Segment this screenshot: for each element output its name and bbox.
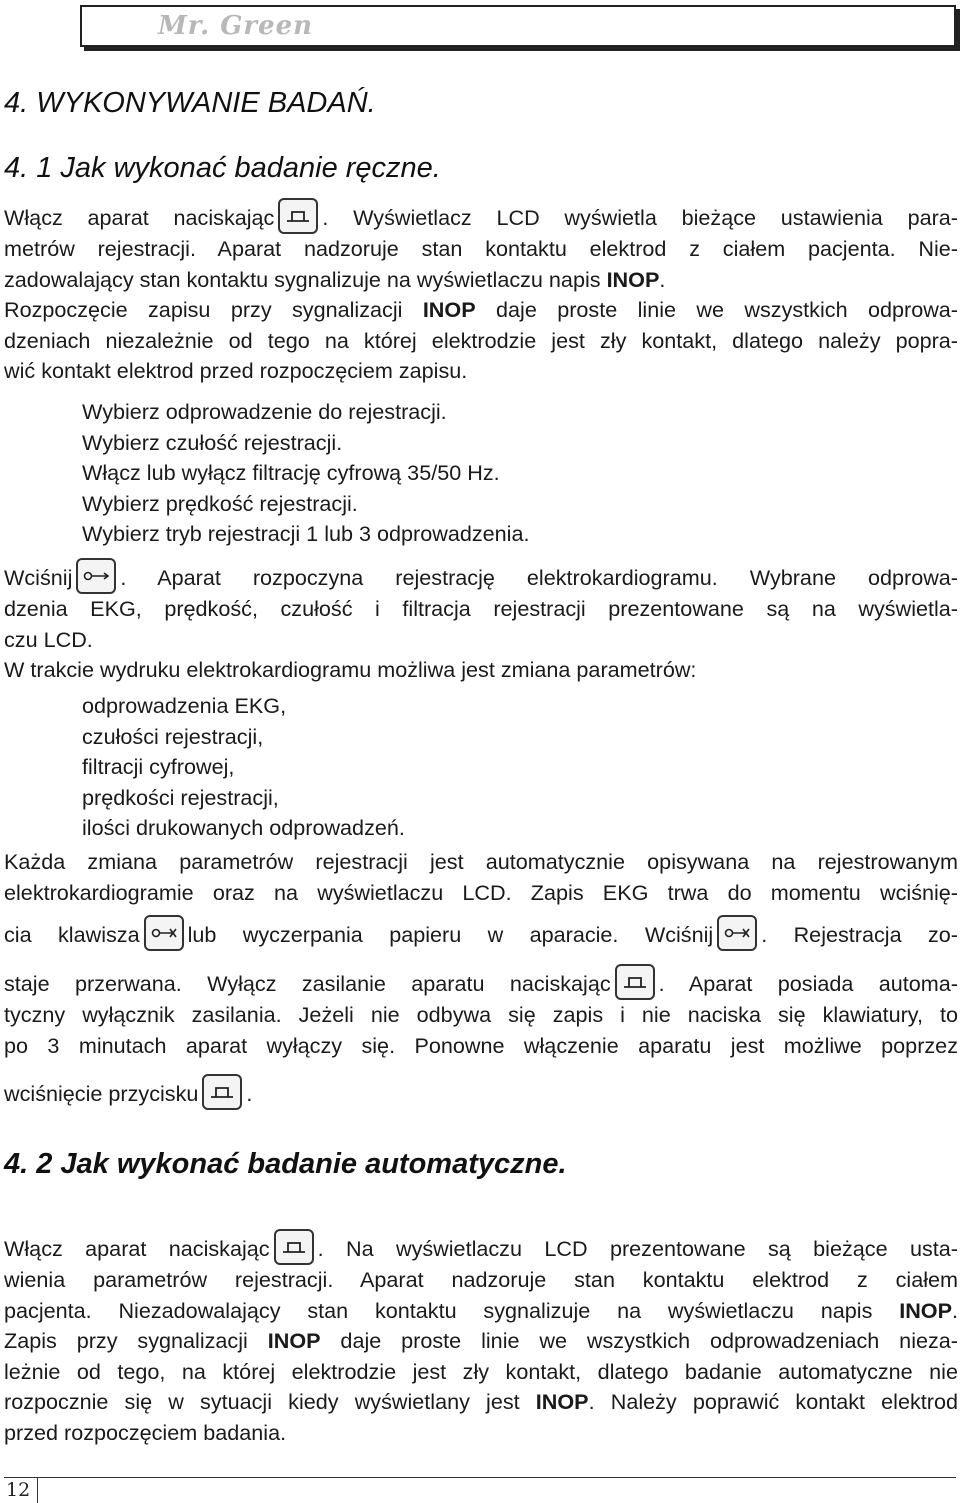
text-line: czu LCD.	[4, 626, 93, 652]
paragraph-power-on	[4, 1078, 958, 1110]
stop-key-icon	[717, 915, 757, 951]
text-line: Zapis przy sygnalizacji INOP daje proste linie we wszystkich odprowadzeniach nieza-	[4, 1328, 958, 1354]
power-key-icon	[278, 198, 318, 234]
text-line: dzenia EKG, prędkość, czułość i filtracja rejestracji prezentowane są na wyświetla-	[4, 596, 958, 622]
paragraph-automatic	[4, 1233, 958, 1448]
paragraph-power-off	[4, 968, 958, 1061]
text-line: wciśnięcie przycisku .	[4, 1078, 958, 1110]
list-item: Wybierz odprowadzenie do rejestracji.	[82, 399, 447, 424]
paragraph-stop	[4, 846, 958, 908]
start-key-icon	[76, 558, 116, 594]
list-item: ilości drukowanych odprowadzeń.	[82, 815, 405, 840]
text-line: dzeniach niezależnie od tego na której elektrodzie jest zły kontakt, dlatego należy popra-	[4, 327, 958, 353]
brand-title: Mr. Green	[158, 11, 314, 41]
text-line: metrów rejestracji. Aparat nadzoruje stan kontaktu elektrod z ciałem pacjenta. Nie-	[4, 236, 958, 262]
power-key-icon	[274, 1229, 314, 1265]
power-key-icon	[202, 1074, 242, 1110]
section-heading-4-2: 4. 2 Jak wykonać badanie automatyczne.	[4, 1148, 567, 1180]
list-item: Włącz lub wyłącz filtrację cyfrową 35/50 Hz.	[82, 460, 500, 485]
text-line: staje przerwana. Wyłącz zasilanie aparatu naciskając . Aparat posiada automa-	[4, 968, 958, 1000]
list-item: odprowadzenia EKG,	[82, 693, 287, 718]
steps-list	[4, 397, 958, 550]
list-item: filtracji cyfrowej,	[82, 754, 235, 779]
paragraph-start	[4, 563, 958, 686]
text-line: Rozpoczęcie zapisu przy sygnalizacji INOP daje proste linie we wszystkich odprowa-	[4, 297, 958, 323]
header-frame	[80, 5, 956, 47]
text-line: cia klawisza lub wyczerpania papieru w aparacie. Wciśnij . Rejestracja zo-	[4, 919, 958, 951]
text-line: tyczny wyłącznik zasilania. Jeżeli nie odbywa się zapis i nie naciska się klawiatury, to	[4, 1002, 958, 1028]
footer-divider	[37, 1477, 38, 1503]
list-item: Wybierz czułość rejestracji.	[82, 429, 343, 455]
text-line: Wciśnij . Aparat rozpoczyna rejestrację elektrokardiogramu. Wybrane odprowa-	[4, 563, 958, 594]
text-line: zadowalający stan kontaktu sygnalizuje na wyświetlaczu napis INOP.	[4, 266, 666, 292]
footer-rule	[4, 1477, 956, 1478]
text-line: leżnie od tego, na której elektrodzie jest zły kontakt, dlatego badanie automatyczne nie	[4, 1358, 958, 1384]
page-number: 12	[6, 1479, 31, 1501]
section-heading-4: 4. WYKONYWANIE BADAŃ.	[4, 87, 376, 119]
paragraph-intro	[4, 203, 958, 387]
list-item: Wybierz prędkość rejestracji.	[82, 490, 358, 516]
text-line: Każda zmiana parametrów rejestracji jest automatycznie opisywana na rejestrowanym	[4, 849, 958, 874]
text-line: elektrokardiogramie oraz na wyświetlaczu LCD. Zapis EKG trwa do momentu wciśnię-	[4, 880, 958, 905]
text-line: wienia parametrów rejestracji. Aparat nadzoruje stan kontaktu elektrod z ciałem	[4, 1267, 958, 1293]
text-line: przed rozpoczęciem badania.	[4, 1419, 287, 1445]
text-line: pacjenta. Niezadowalający stan kontaktu sygnalizuje na wyświetlaczu napis INOP.	[4, 1297, 958, 1323]
list-item: czułości rejestracji,	[82, 723, 264, 749]
text-line: Włącz aparat naciskając . Wyświetlacz LCD wyświetla bieżące ustawienia para-	[4, 203, 958, 234]
parameters-list	[4, 691, 958, 844]
paragraph-stop-keys	[4, 919, 958, 951]
text-line: rozpocznie się w sytuacji kiedy wyświetlany jest INOP. Należy poprawić kontakt elektrod	[4, 1389, 958, 1415]
list-item: Wybierz tryb rejestracji 1 lub 3 odprowadzenia.	[82, 521, 530, 546]
stop-key-icon	[144, 915, 184, 951]
list-item: prędkości rejestracji,	[82, 784, 279, 810]
section-heading-4-1: 4. 1 Jak wykonać badanie ręczne.	[4, 152, 441, 184]
power-key-icon	[615, 964, 655, 1000]
text-line: wić kontakt elektrod przed rozpoczęciem zapisu.	[4, 358, 468, 384]
text-line: po 3 minutach aparat wyłączy się. Ponowne włączenie aparatu jest możliwe poprzez	[4, 1032, 958, 1058]
text-line: Włącz aparat naciskając . Na wyświetlaczu LCD prezentowane są bieżące usta-	[4, 1233, 958, 1265]
text-line: W trakcie wydruku elektrokardiogramu możliwa jest zmiana parametrów:	[4, 657, 697, 683]
